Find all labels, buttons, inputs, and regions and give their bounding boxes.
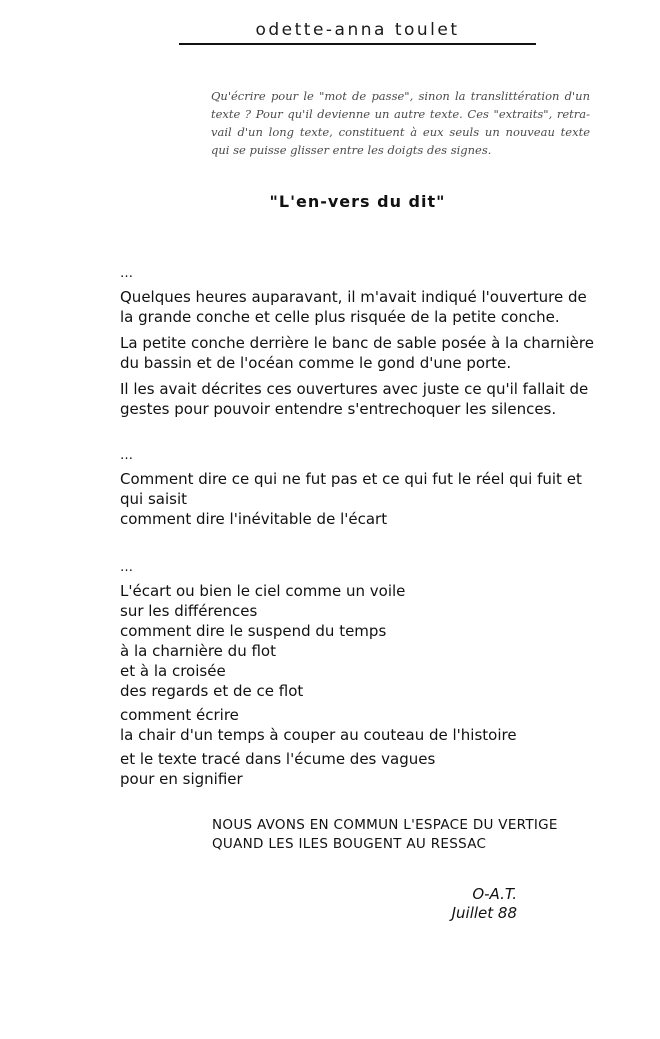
poem-line: Il les avait décrites ces ouvertures avec juste ce qu'il fallait de — [120, 380, 589, 398]
poem-line: Comment dire ce qui ne fut pas et ce qui fut le réel qui fuit et — [120, 470, 582, 488]
poem-line: comment dire le suspend du temps — [120, 622, 387, 640]
header-rule — [179, 43, 536, 45]
section-ellipsis: … — [120, 560, 133, 575]
closing-line: NOUS AVONS EN COMMUN L'ESPACE DU VERTIGE — [212, 817, 558, 833]
section-ellipsis: … — [120, 448, 133, 463]
intro-line: texte ? Pour qu'il devienne un autre texte. Ces "extraits", retra- — [211, 107, 590, 121]
closing-line: QUAND LES ILES BOUGENT AU RESSAC — [212, 836, 487, 852]
page-header-author: odette-anna toulet — [255, 20, 460, 40]
section-3 — [120, 558, 600, 789]
poem-line: gestes pour pouvoir entendre s'entrechoquer les silences. — [120, 400, 557, 418]
poem-line: la chair d'un temps à couper au couteau de l'histoire — [120, 726, 517, 744]
poem-line: qui saisit — [120, 490, 188, 508]
poem-line: et à la croisée — [120, 662, 226, 680]
section-ellipsis: … — [120, 266, 133, 281]
signature-initials: O-A.T. — [472, 885, 517, 903]
poem-line: L'écart ou bien le ciel comme un voile — [120, 582, 406, 600]
poem-line: et le texte tracé dans l'écume des vagues — [120, 750, 436, 768]
poem-line: comment écrire — [120, 706, 239, 724]
signature — [380, 885, 517, 923]
poem-line: des regards et de ce flot — [120, 682, 304, 700]
section-1 — [120, 264, 600, 419]
closing-statement — [212, 816, 612, 854]
poem-line: du bassin et de l'océan comme le gond d'une porte. — [120, 354, 512, 372]
poem-line: Quelques heures auparavant, il m'avait indiqué l'ouverture de — [120, 288, 587, 306]
poem-line: La petite conche derrière le banc de sable posée à la charnière — [120, 334, 594, 352]
poem-line: sur les différences — [120, 602, 258, 620]
intro-line: vail d'un long texte, constituent à eux seuls un nouveau texte — [211, 125, 590, 139]
intro-line: Qu'écrire pour le "mot de passe", sinon la translittération d'un — [211, 89, 590, 103]
signature-date: Juillet 88 — [451, 904, 517, 922]
poem-title: "L'en-vers du dit" — [269, 192, 446, 211]
poem-line: pour en signifier — [120, 770, 243, 788]
intro-line: qui se puisse glisser entre les doigts des signes. — [211, 143, 492, 157]
section-2 — [120, 446, 600, 529]
poem-line: à la charnière du flot — [120, 642, 276, 660]
poem-line: comment dire l'inévitable de l'écart — [120, 510, 388, 528]
poem-line: la grande conche et celle plus risquée de la petite conche. — [120, 308, 560, 326]
intro-paragraph — [211, 87, 590, 159]
